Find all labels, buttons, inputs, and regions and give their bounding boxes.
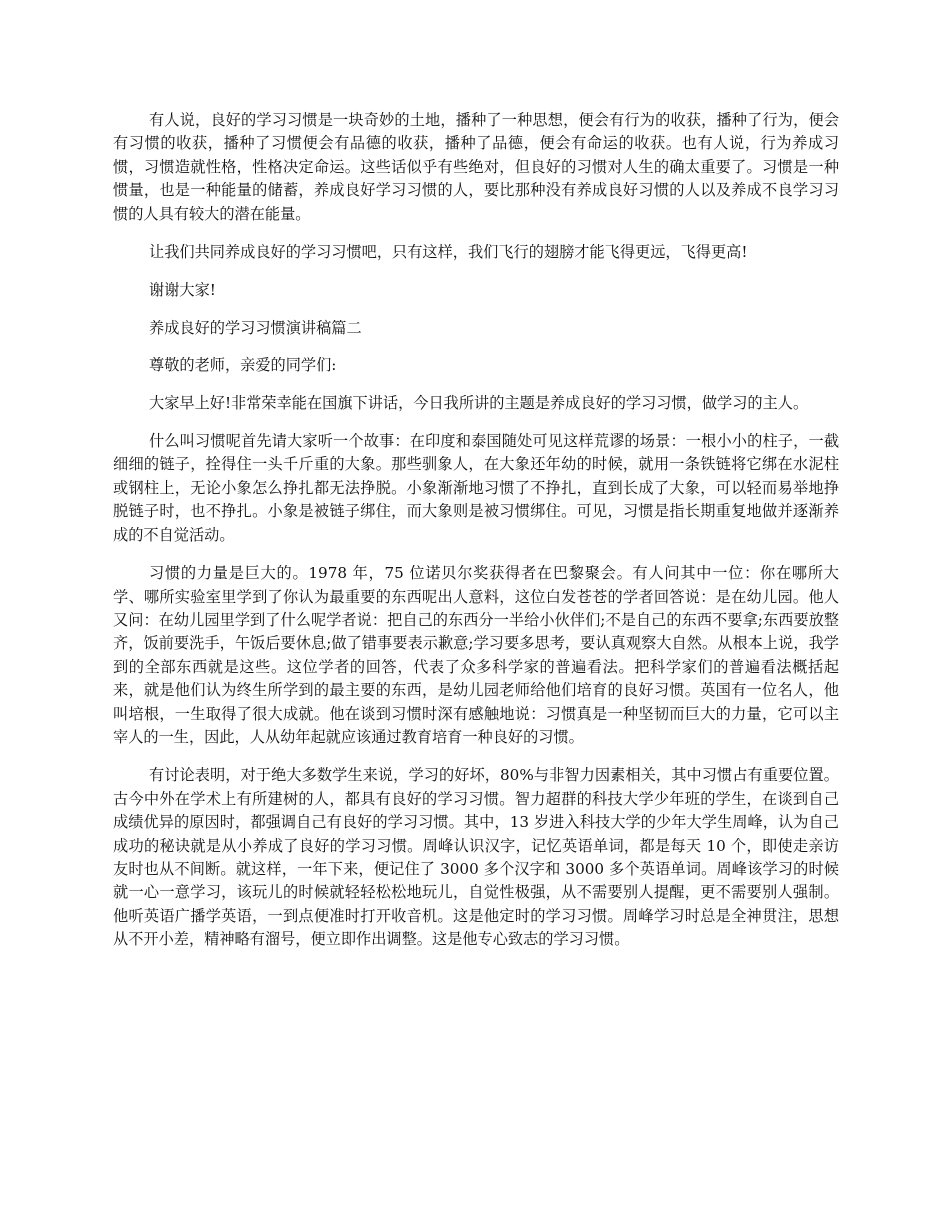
paragraph-fly-higher: 让我们共同养成良好的学习习惯吧，只有这样，我们飞行的翅膀才能飞得更远，飞得更高!: [149, 243, 748, 262]
paragraph-nobel-kindergarten: 习惯的力量是巨大的。1978 年，75 位诺贝尔奖获得者在巴黎聚会。有人问其中一位：你在哪所大学、哪所实验室里学到了你认为最重要的东西呢出人意料，这位白发苍苍的学者回答说：是在幼儿园。他人又问：在幼儿园里学到了什么呢学者说：把自己的东西分一半给小伙伴们;不是自己的东西不要拿;东西要放整齐，饭前要洗手，午饭后要休息;做了错事要表示歉意;学习要多思考，要认真观察大自然。从根本上说，我学到的全部东西就是这些。这位学者的回答，代表了众多科学家的普遍看法。把科学家们的普遍看法概括起来，就是他们认为终生所学到的最主要的东西，是幼儿园老师给他们培育的良好习惯。英国有一位名人，他叫培根，一生取得了很大成就。他在谈到习惯时深有感触地说：习惯真是一种坚韧而巨大的力量，它可以主宰人的一生，因此，人从幼年起就应该通过教育培育一种良好的习惯。: [113, 564, 839, 746]
paragraph-salutation: 尊敬的老师，亲爱的同学们:: [149, 356, 337, 375]
section-heading-speech-two: 养成良好的学习习惯演讲稿篇二: [149, 318, 362, 337]
document-body: [113, 109, 839, 967]
paragraph-greeting: 大家早上好!非常荣幸能在国旗下讲话，今日我所讲的主题是养成良好的学习习惯，做学习的主人。: [149, 393, 809, 412]
paragraph-habit-soil: 有人说，良好的学习习惯是一块奇妙的土地，播种了一种思想，便会有行为的收获，播种了行为，便会有习惯的收获，播种了习惯便会有品德的收获，播种了品德，便会有命运的收获。也有人说，行为养成习惯，习惯造就性格，性格决定命运。这些话似乎有些绝对，但良好的习惯对人生的确太重要了。习惯是一种惯量，也是一种能量的储蓄，养成良好学习习惯的人，要比那种没有养成良好习惯的人以及养成不良学习习惯的人具有较大的潜在能量。: [113, 111, 839, 223]
paragraph-elephant-story: 什么叫习惯呢首先请大家听一个故事：在印度和泰国随处可见这样荒谬的场景：一根小小的柱子，一截细细的链子，拴得住一头千斤重的大象。那些驯象人，在大象还年幼的时候，就用一条铁链将它绑在水泥柱或钢柱上，无论小象怎么挣扎都无法挣脱。小象渐渐地习惯了不挣扎，直到长成了大象，可以轻而易举地挣脱链子时，也不挣扎。小象是被链子绑住，而大象则是被习惯绑住。可见，习惯是指长期重复地做并逐渐养成的不自觉活动。: [113, 432, 839, 544]
paragraph-thanks: 谢谢大家!: [149, 281, 216, 300]
paragraph-research-zhoufeng: 有讨论表明，对于绝大多数学生来说，学习的好坏，80%与非智力因素相关，其中习惯占有重要位置。古今中外在学术上有所建树的人，都具有良好的学习习惯。智力超群的科技大学少年班的学生，在谈到自己成绩优异的原因时，都强调自己有良好的学习习惯。其中，13 岁进入科技大学的少年大学生周峰，认为自己成功的秘诀就是从小养成了良好的学习习惯。周峰认识汉字，记忆英语单词，都是每天 10 个，即使走亲访友时也从不间断。就这样，一年下来，便记住了 3000 多个汉字和 3000 多个英语单词。周峰该学习的时候就一心一意学习，该玩儿的时候就轻轻松松地玩儿，自觉性极强，从不需要别人提醒，更不需要别人强制。他听英语广播学英语，一到点便准时打开收音机。这是他定时的学习习惯。周峰学习时总是全神贯注，思想从不开小差，精神略有溜号，便立即作出调整。这是他专心致志的学习习惯。: [113, 766, 839, 949]
